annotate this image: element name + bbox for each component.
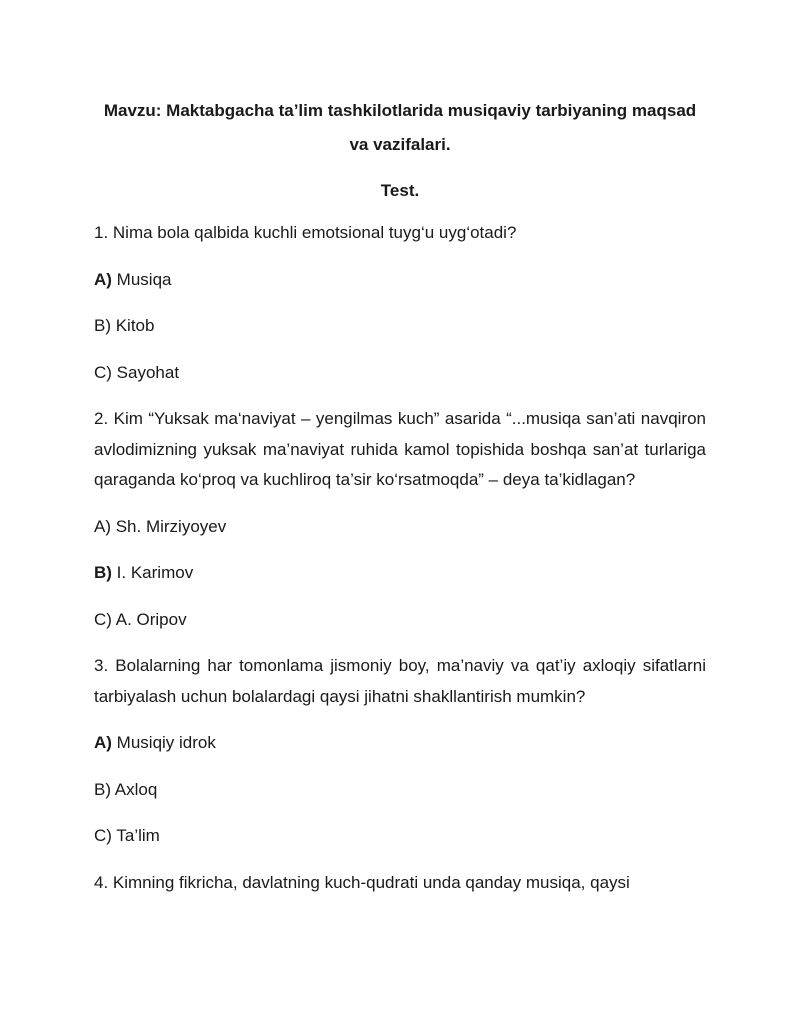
option-text: Musiqiy idrok xyxy=(111,733,216,752)
option-key: C) xyxy=(94,609,112,629)
question-1-option-c xyxy=(94,358,706,388)
document-title: Mavzu: Maktabgacha ta’lim tashkilotlarida musiqaviy tarbiyaning maqsad va vazifalari. xyxy=(103,101,697,154)
option-text: Musiqa xyxy=(111,269,172,289)
question-2-text: 2. Kim “Yuksak ma‘naviyat – yengilmas kuch” asarida “...musiqa san’ati navqiron avlodimizning yuksak ma’naviyat ruhida kamol topishida boshqa san’at turlariga qaraganda ko‘proq va kuchliroq ta’sir ko‘rsatmoqda” – deya ta’kidlagan? xyxy=(94,409,706,489)
option-text: Sh. Mirziyoyev xyxy=(111,516,227,536)
question-3-option-c xyxy=(94,821,706,851)
option-key: B) xyxy=(94,563,112,582)
question-2-option-a xyxy=(94,512,706,542)
question-1-text: 1. Nima bola qalbida kuchli emotsional tuyg‘u uyg‘otadi? xyxy=(94,223,517,242)
option-key: C) xyxy=(94,362,112,382)
question-2-option-c xyxy=(94,605,706,635)
question-2-option-b xyxy=(94,558,706,588)
question-4-text: 4. Kimning fikricha, davlatning kuch-qudrati unda qanday musiqa, qaysi xyxy=(94,872,630,892)
question-1-option-b xyxy=(94,311,706,341)
option-key: A) xyxy=(94,733,112,752)
option-text: A. Oripov xyxy=(111,609,187,629)
option-key: B) xyxy=(94,779,111,799)
option-text: Kitob xyxy=(111,316,155,335)
option-key: C) xyxy=(94,826,112,845)
option-key: A) xyxy=(94,269,112,289)
question-1-option-a xyxy=(94,265,706,295)
document-subtitle: Test. xyxy=(380,181,420,200)
option-text: Ta’lim xyxy=(111,826,160,845)
question-3-option-b xyxy=(94,775,706,805)
question-3-option-a xyxy=(94,728,706,758)
option-text: I. Karimov xyxy=(111,563,194,582)
option-key: A) xyxy=(94,516,111,536)
question-3-text: 3. Bolalarning har tomonlama jismoniy boy, ma’naviy va qat’iy axloqiy sifatlarni tarbiyalash uchun bolalardagi qaysi jihatni shakllantirish mumkin? xyxy=(94,656,706,706)
option-key: B) xyxy=(94,316,111,335)
option-text: Sayohat xyxy=(111,362,180,382)
option-text: Axloq xyxy=(111,779,158,799)
